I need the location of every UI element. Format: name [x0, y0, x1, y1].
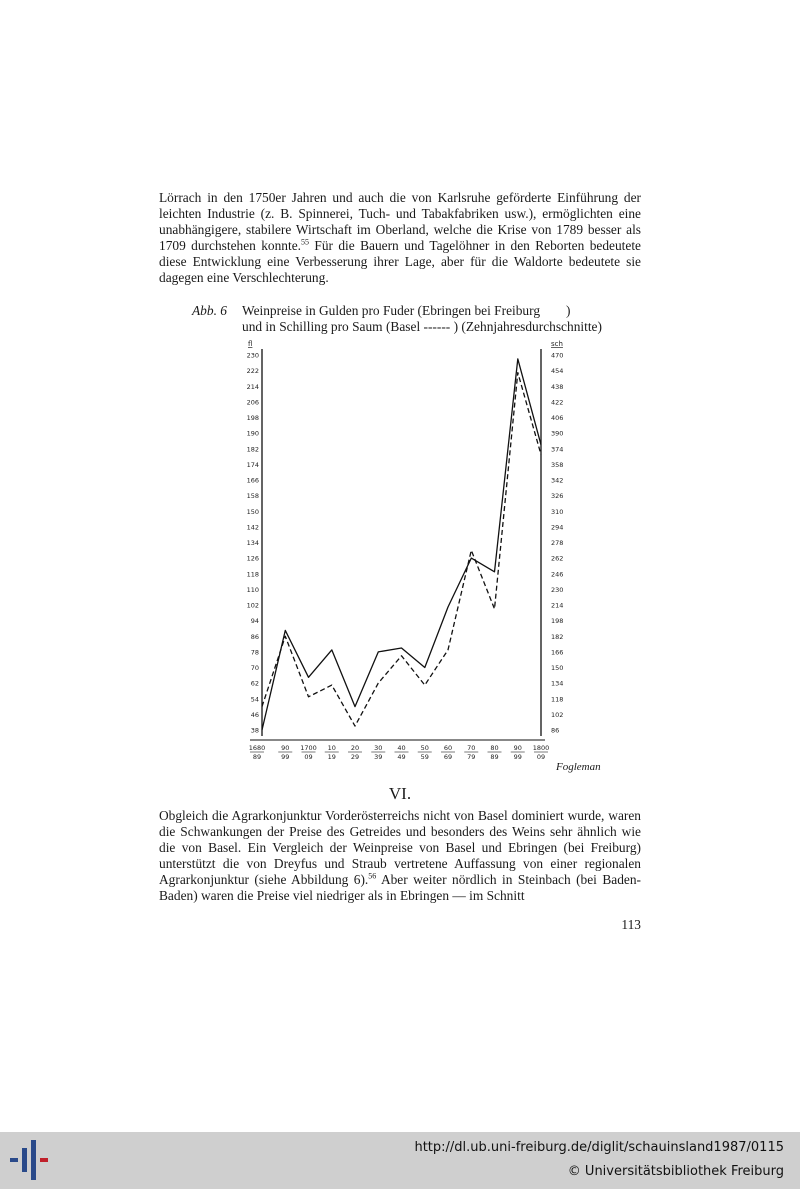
right-tick-label: 246 [551, 570, 564, 579]
right-tick-label: 86 [551, 726, 560, 735]
left-axis-unit: fl [248, 340, 253, 348]
left-tick-label: 206 [246, 398, 259, 407]
x-tick-label-bottom: 59 [420, 753, 429, 761]
x-tick-label-top: 30 [374, 744, 383, 752]
left-tick-label: 190 [246, 429, 259, 438]
body-paragraph-2 [159, 808, 641, 904]
left-tick-label: 198 [246, 414, 259, 422]
right-tick-label: 294 [551, 523, 564, 532]
chart-ticks [247, 340, 564, 761]
right-tick-label: 470 [551, 351, 564, 360]
footer-copyright: © Universitätsbibliothek Freiburg [567, 1164, 784, 1179]
right-tick-label: 150 [551, 664, 564, 672]
right-tick-label: 262 [551, 554, 564, 563]
right-tick-label: 214 [551, 601, 564, 610]
figure-signature: Fogleman [556, 761, 601, 773]
right-tick-label: 406 [551, 414, 564, 422]
x-tick-label-bottom: 09 [304, 753, 313, 761]
paragraph-text-continued: Aber weiter nördlich in Steinbach (bei Baden-Baden) waren die Preise viel niedriger als in Ebringen — im Schnitt [159, 872, 641, 903]
x-tick-label-top: 1680 [248, 744, 266, 752]
x-tick-label-bottom: 89 [490, 753, 499, 761]
left-tick-label: 38 [250, 726, 259, 735]
right-tick-label: 374 [551, 445, 564, 454]
figure-label: Abb. 6 [192, 303, 227, 318]
left-tick-label: 158 [246, 492, 259, 501]
left-tick-label: 182 [246, 445, 259, 454]
caption-close-paren: ) [566, 303, 571, 318]
x-tick-label-bottom: 69 [443, 753, 453, 761]
right-tick-label: 134 [551, 679, 564, 688]
x-tick-label-bottom: 49 [397, 753, 406, 761]
left-tick-label: 118 [246, 570, 259, 579]
x-tick-label-top: 1800 [532, 744, 550, 752]
right-tick-label: 198 [551, 617, 564, 626]
library-logo-icon [10, 1140, 54, 1180]
x-tick-label-top: 40 [397, 744, 406, 752]
left-tick-label: 166 [246, 476, 259, 485]
x-tick-label-bottom: 99 [281, 753, 290, 761]
left-tick-label: 86 [250, 632, 259, 641]
paragraph-text-continued: Für die Bauern und Tagelöhner in den Reborten bedeutete diese Entwicklung eine Verbesserung ihrer Lage, aber für die Waldorte bedeutete sie dagegen eine Verschlechterung. [159, 238, 641, 285]
right-tick-label: 166 [551, 648, 564, 657]
chart-grid [250, 349, 545, 740]
right-tick-label: 326 [551, 492, 564, 501]
left-tick-label: 150 [246, 507, 259, 516]
series-line-solid [262, 359, 541, 730]
footnote-ref-55[interactable]: 55 [301, 237, 310, 247]
right-tick-label: 422 [551, 398, 564, 407]
left-tick-label: 62 [250, 679, 259, 688]
footer-bar [0, 1132, 800, 1189]
left-tick-label: 94 [250, 617, 259, 626]
left-tick-label: 174 [246, 460, 259, 469]
x-tick-label-bottom: 19 [327, 753, 336, 761]
x-tick-label-top: 1700 [300, 744, 317, 752]
right-tick-label: 118 [551, 695, 564, 704]
paragraph-text: Lörrach in den 1750er Jahren und auch die von Karlsruhe geförderte Einführung der leichten Industrie (z. B. Spinnerei, Tuch- und Tabakfabriken usw.), ermöglichten eine unabhängigere, stabilere Wirtschaft im Oberland, welche die Krise von 1789 besser als 1709 durchstehen konnte. [159, 190, 641, 253]
left-tick-label: 102 [246, 601, 259, 610]
x-tick-label-bottom: 89 [252, 753, 262, 761]
x-tick-label-top: 70 [467, 744, 476, 752]
x-tick-label-top: 20 [350, 744, 360, 752]
right-tick-label: 230 [551, 585, 564, 594]
left-tick-label: 78 [250, 648, 259, 657]
left-tick-label: 230 [246, 351, 259, 360]
x-tick-label-bottom: 99 [513, 753, 522, 761]
right-tick-label: 390 [551, 429, 564, 438]
x-tick-label-bottom: 29 [350, 753, 360, 761]
left-tick-label: 134 [246, 539, 259, 547]
left-tick-label: 142 [246, 523, 259, 532]
left-tick-label: 70 [250, 664, 259, 672]
x-tick-label-top: 10 [327, 744, 336, 752]
page-number: 113 [621, 917, 641, 932]
x-tick-label-bottom: 39 [374, 753, 383, 761]
x-tick-label-top: 60 [443, 744, 453, 752]
right-tick-label: 102 [551, 710, 564, 719]
x-tick-label-top: 50 [420, 744, 429, 752]
left-tick-label: 214 [246, 382, 259, 391]
left-tick-label: 222 [246, 367, 259, 376]
right-tick-label: 438 [551, 382, 564, 391]
figure-caption-line-2: und in Schilling pro Saum (Basel ------ ) (Zehnjahresdurchschnitte) [242, 319, 602, 334]
right-tick-label: 278 [551, 539, 564, 547]
right-axis-unit: sch [551, 340, 563, 348]
x-tick-label-top: 90 [513, 744, 522, 752]
paragraph-text: Obgleich die Agrarkonjunktur Vorderösterreichs nicht von Basel dominiert wurde, waren die Schwankungen der Preise des Getreides und besonders des Weins sehr ähnlich wie die von Basel. Ein Vergleich der Weinpreise von Basel und Ebringen (bei Freiburg) unterstützt die von Dreyfus und Straub vertretene Auffassung von einer regionalen Agrarkonjunktur (siehe Abbildung 6). [159, 808, 641, 887]
x-tick-label-top: 80 [490, 744, 499, 752]
x-tick-label-bottom: 09 [536, 753, 546, 761]
right-tick-label: 310 [551, 507, 564, 516]
right-tick-label: 454 [551, 367, 564, 376]
caption-text: Weinpreise in Gulden pro Fuder (Ebringen bei Freiburg [242, 303, 541, 318]
left-tick-label: 54 [250, 695, 259, 704]
footnote-ref-56[interactable]: 56 [368, 871, 377, 881]
section-heading: VI. [388, 784, 412, 803]
right-tick-label: 182 [551, 632, 564, 641]
left-tick-label: 126 [246, 554, 259, 563]
left-tick-label: 110 [246, 585, 259, 594]
footer-url-link[interactable]: http://dl.ub.uni-freiburg.de/diglit/schauinsland1987/0115 [414, 1140, 784, 1155]
chart-series [262, 359, 541, 730]
left-tick-label: 46 [250, 710, 259, 719]
series-line-dashed [262, 373, 541, 726]
x-tick-label-bottom: 79 [467, 753, 476, 761]
x-tick-label-top: 90 [281, 744, 290, 752]
right-tick-label: 358 [551, 460, 564, 469]
right-tick-label: 342 [551, 476, 564, 485]
